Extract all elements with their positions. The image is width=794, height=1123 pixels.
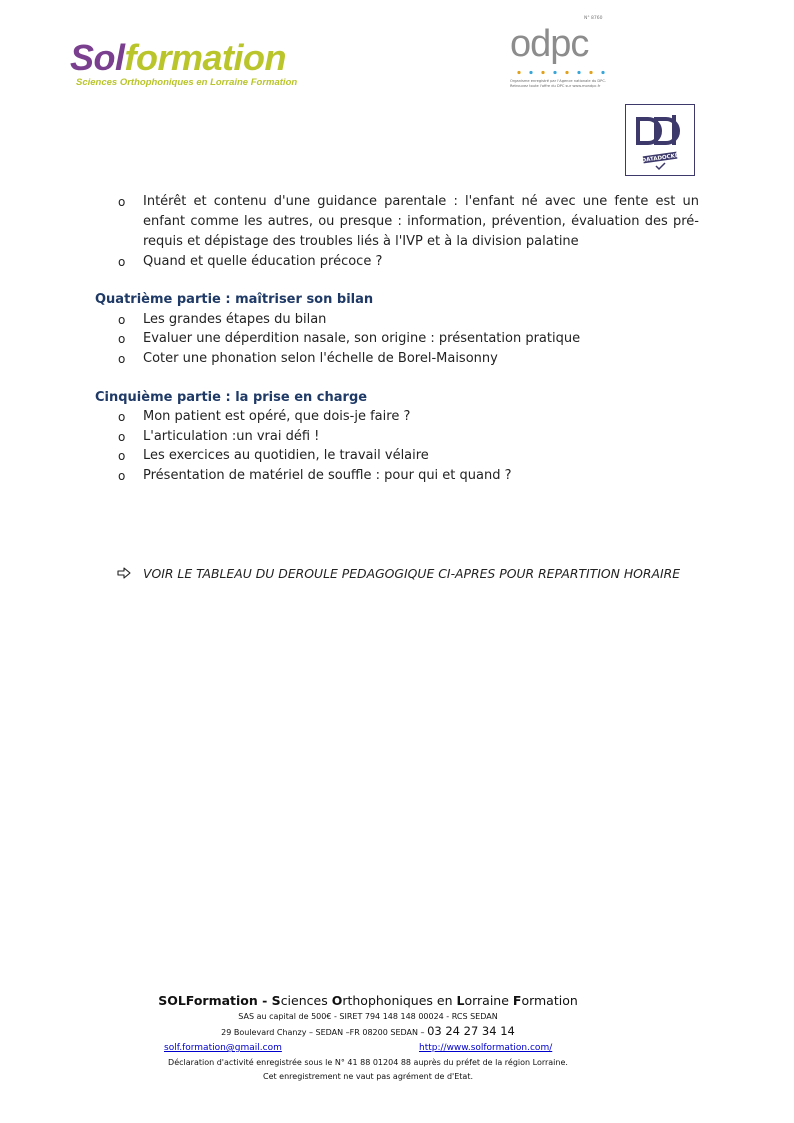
bullet-marker: o — [118, 255, 126, 269]
odpc-number: N° 8760 — [584, 16, 603, 21]
section-heading-prise-en-charge: Cinquième partie : la prise en charge — [95, 390, 368, 405]
datadock-label: DATADOCKÉ — [641, 152, 680, 165]
page-footer — [130, 992, 606, 1084]
bullet-marker: o — [118, 352, 126, 366]
bullet-marker: o — [118, 469, 126, 483]
list-item: L'articulation :un vrai défi ! — [143, 429, 320, 444]
section-heading-bilan: Quatrième partie : maîtriser son bilan — [95, 292, 374, 307]
schedule-note: VOIR LE TABLEAU DU DEROULE PEDAGOGIQUE CI-APRES POUR REPARTITION HORAIRE — [143, 566, 681, 581]
list-item: Les grandes étapes du bilan — [143, 312, 327, 327]
datadock-dd-icon — [626, 105, 693, 174]
logo-tagline: Sciences Orthophoniques en Lorraine Formation — [76, 77, 298, 88]
footer-phone: 03 24 27 34 14 — [427, 1024, 515, 1038]
list-item: Les exercices au quotidien, le travail vélaire — [143, 448, 429, 463]
footer-declaration: Déclaration d'activité enregistrée sous le N° 41 88 01204 88 auprès du préfet de la région Lorraine. — [168, 1058, 568, 1067]
footer-address-text: 29 Boulevard Chanzy – SEDAN –FR 08200 SEDAN – — [221, 1028, 428, 1037]
odpc-dots-icon — [516, 70, 608, 75]
odpc-caption: Organisme enregistré par l'Agence nationale du DPC. Retrouvez toute l'offre du DPC sur www.mondpc.fr — [510, 79, 606, 88]
logo-brand-part2: formation — [124, 37, 287, 78]
solformation-logo — [70, 38, 297, 88]
footer-email-link[interactable]: solf.formation@gmail.com — [164, 1043, 282, 1053]
footer-address — [130, 1024, 606, 1040]
list-item: Coter une phonation selon l'échelle de Borel-Maisonny — [143, 351, 498, 366]
list-item-guidance-line3: requis et dépistage des troubles liés à l'IVP et à la division palatine — [143, 234, 579, 249]
footer-legal: SAS au capital de 500€ - SIRET 794 148 148 00024 - RCS SEDAN — [238, 1012, 498, 1021]
footer-website-link[interactable]: http://www.solformation.com/ — [419, 1043, 553, 1053]
bullet-marker: o — [118, 195, 126, 209]
footer-disclaimer: Cet enregistrement ne vaut pas agrément de d'Etat. — [262, 1072, 473, 1081]
bullet-marker: o — [118, 332, 126, 346]
list-item: Mon patient est opéré, que dois-je faire ? — [143, 409, 411, 424]
list-item-education: Quand et quelle éducation précoce ? — [143, 254, 383, 269]
odpc-word: odpc — [510, 23, 589, 65]
footer-links — [130, 1040, 606, 1056]
footer-company-name: SOLFormation - Sciences Orthophoniques en Lorraine Formation — [158, 993, 578, 1008]
list-item-guidance-line2: enfant comme les autres, ou presque : information, prévention, évaluation des pré- — [143, 214, 699, 229]
list-item: Présentation de matériel de souffle : pour qui et quand ? — [143, 468, 512, 483]
bullet-marker: o — [118, 410, 126, 424]
list-item-guidance-line1: Intérêt et contenu d'une guidance parentale : l'enfant né avec une fente est un — [143, 194, 699, 209]
bullet-marker: o — [118, 313, 126, 327]
bullet-marker: o — [118, 430, 126, 444]
datadock-logo — [625, 104, 695, 176]
list-item: Evaluer une déperdition nasale, son origine : présentation pratique — [143, 331, 581, 346]
bullet-marker: o — [118, 449, 126, 463]
logo-brand-part1: Sol — [70, 37, 125, 78]
arrow-right-icon — [117, 566, 131, 580]
logo-brand — [70, 38, 297, 78]
